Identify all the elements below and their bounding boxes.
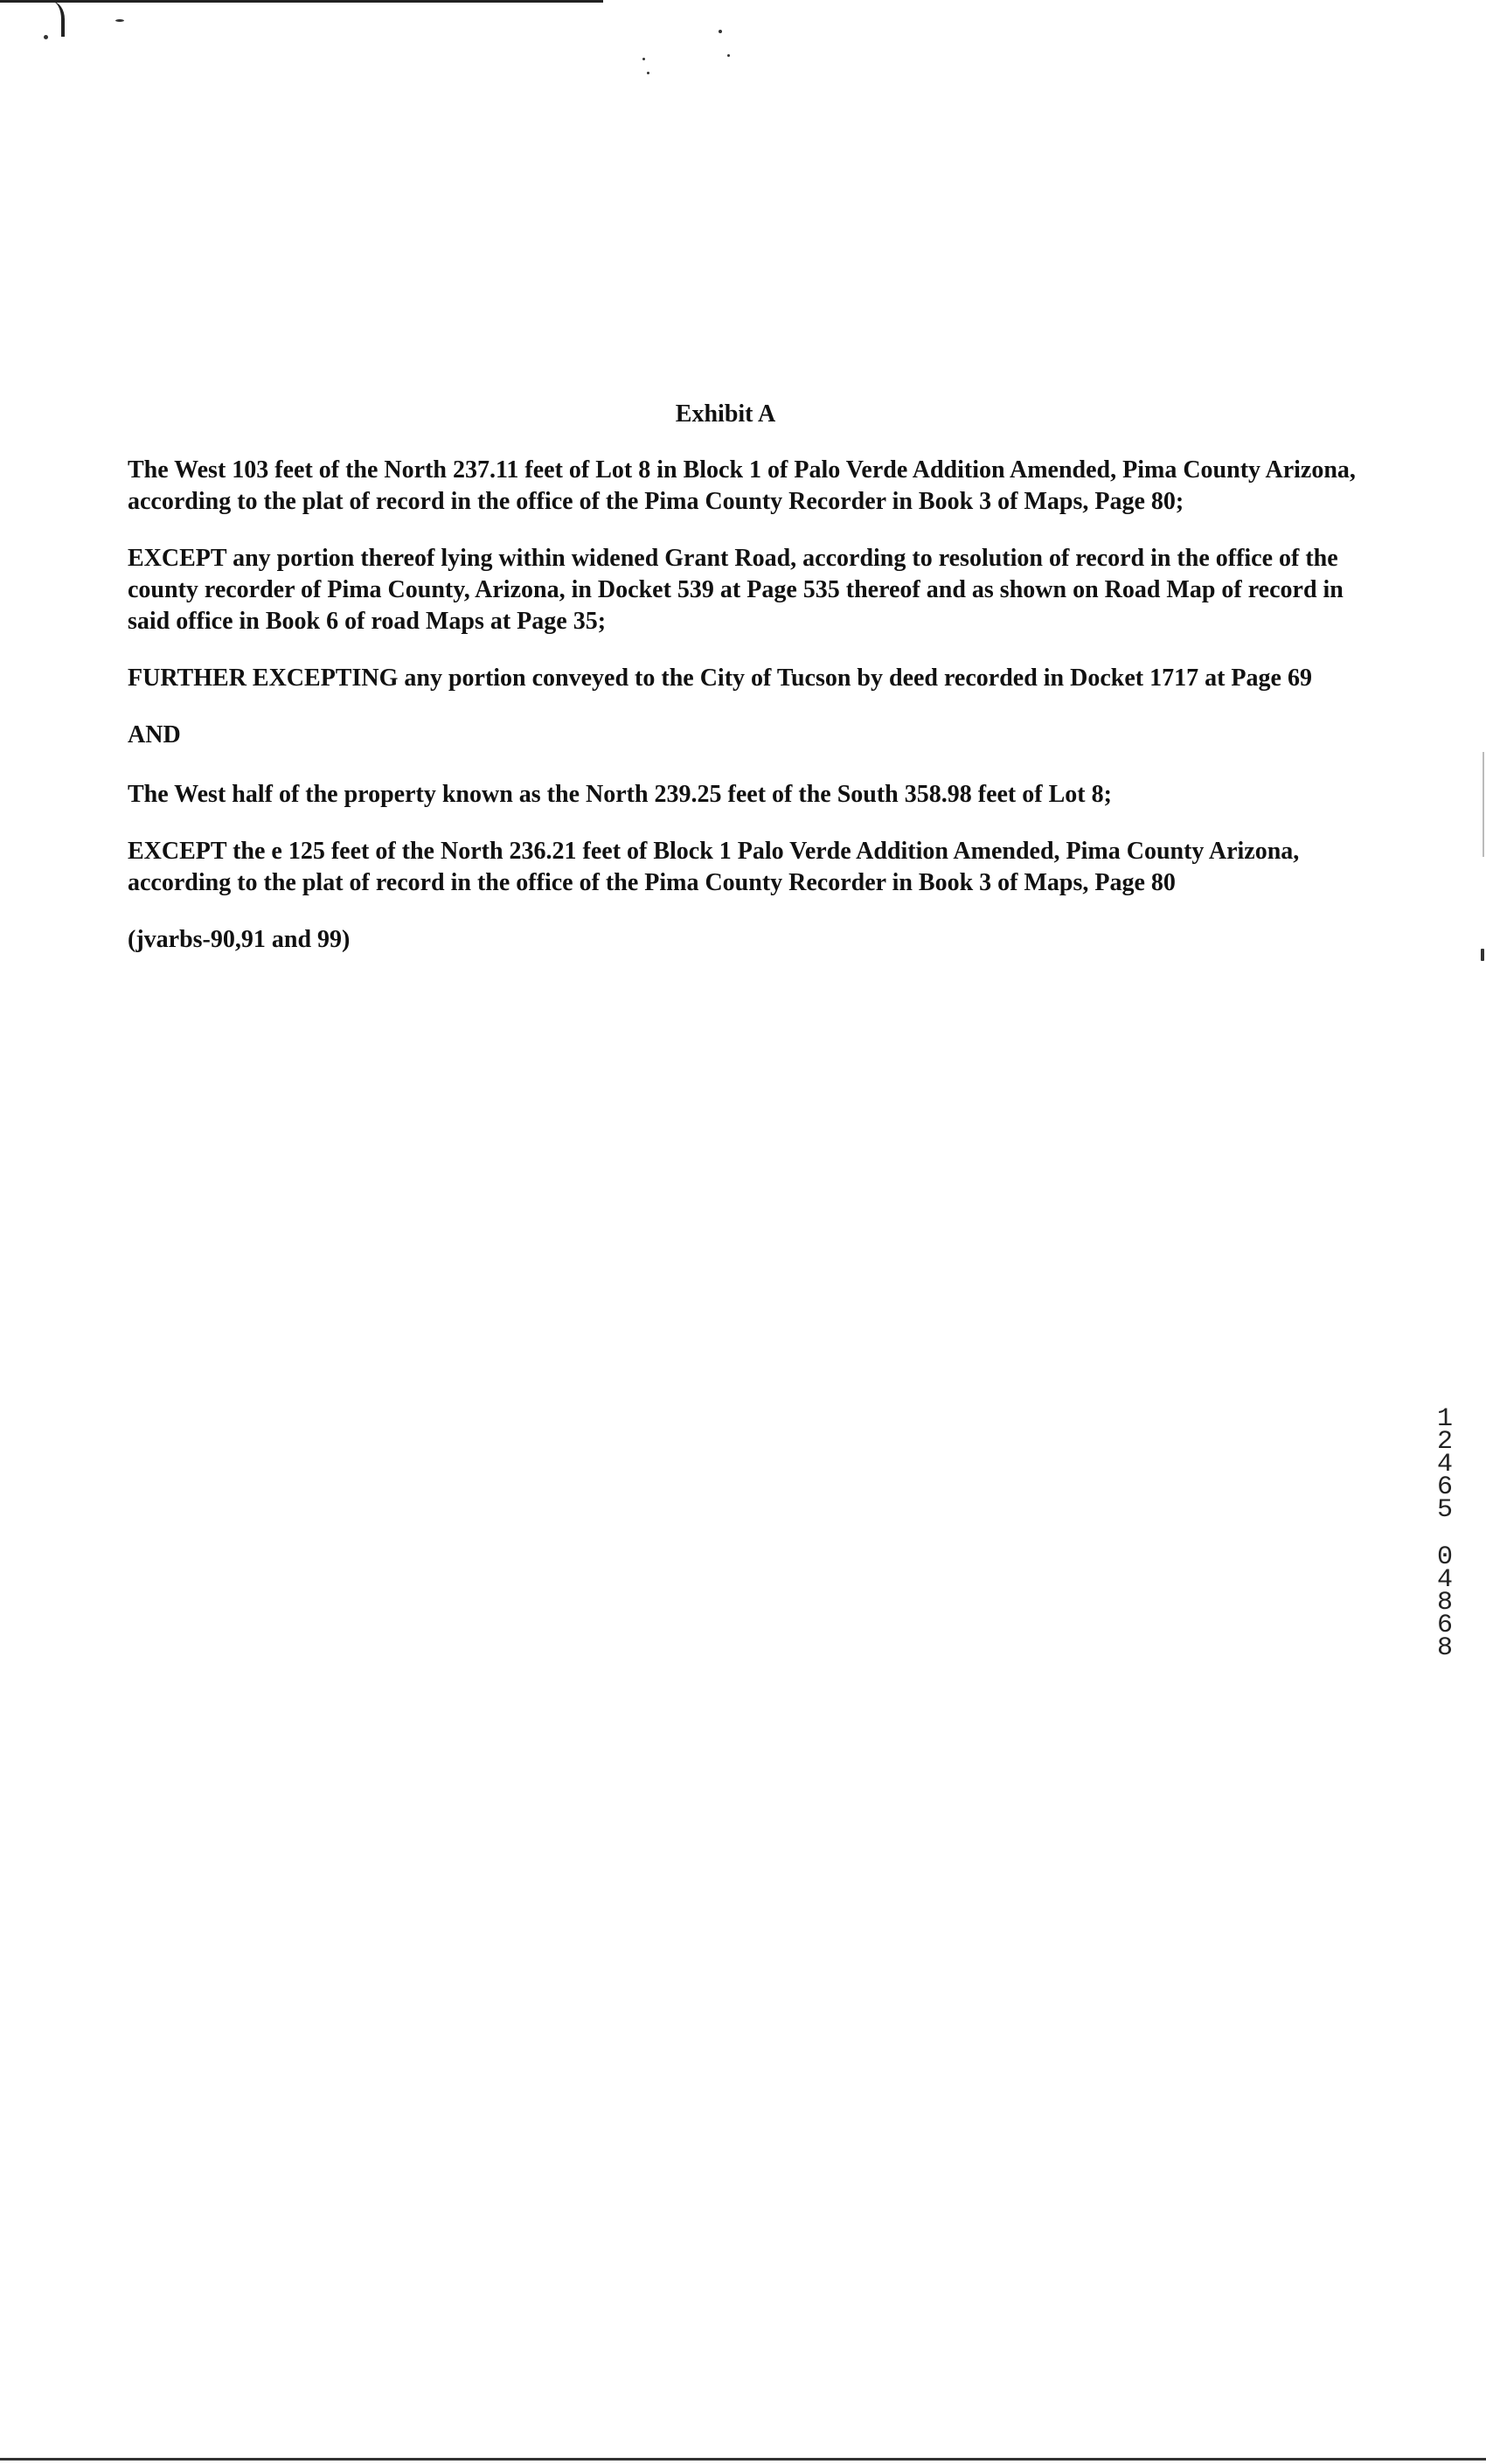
paragraph-except-block: EXCEPT the e 125 feet of the North 236.21 feet of Block 1 Palo Verde Addition Amended, Pima County Arizona, according to the plat of record in the office of the Pima County Recorder in Book 3 of Maps, Page 80 (128, 838, 1300, 896)
paragraph-west-half: The West half of the property known as the North 239.25 feet of the South 358.98 feet of Lot 8; (128, 781, 1112, 808)
scan-speck (719, 30, 722, 33)
scan-corner-mark (45, 2, 65, 37)
recording-number-top: 12465 (1436, 1404, 1453, 1525)
scan-speck (1481, 949, 1484, 961)
paragraph-reference: (jvarbs-90,91 and 99) (128, 926, 351, 953)
scan-top-edge (0, 0, 603, 3)
recording-number-bottom: 04868 (1436, 1542, 1453, 1663)
scan-right-edge (1483, 752, 1484, 857)
scan-speck (44, 35, 48, 39)
legal-description (128, 455, 1369, 981)
scan-speck (647, 72, 649, 74)
scan-bottom-edge (0, 2458, 1486, 2461)
scan-speck (115, 19, 124, 22)
recording-number (1432, 1404, 1458, 1663)
exhibit-title: Exhibit A (675, 400, 776, 428)
paragraph-lot-description: The West 103 feet of the North 237.11 feet of Lot 8 in Block 1 of Palo Verde Addition Amended, Pima County Arizona, according to the plat of record in the office of the Pima County Recorder in Book 3 of Maps, Page 80; (128, 456, 1356, 515)
paragraph-and: AND (128, 721, 181, 748)
paragraph-except-grant-road: EXCEPT any portion thereof lying within widened Grant Road, according to resolution of record in the office of the county recorder of Pima County, Arizona, in Docket 539 at Page 535 thereof and as shown on Road Map of record in said office in Book 6 of road Maps at Page 35; (128, 545, 1344, 635)
scan-speck (727, 54, 730, 57)
paragraph-further-excepting: FURTHER EXCEPTING any portion conveyed to the City of Tucson by deed recorded in Docket 1717 at Page 69 (128, 665, 1312, 692)
scan-speck (642, 58, 645, 60)
